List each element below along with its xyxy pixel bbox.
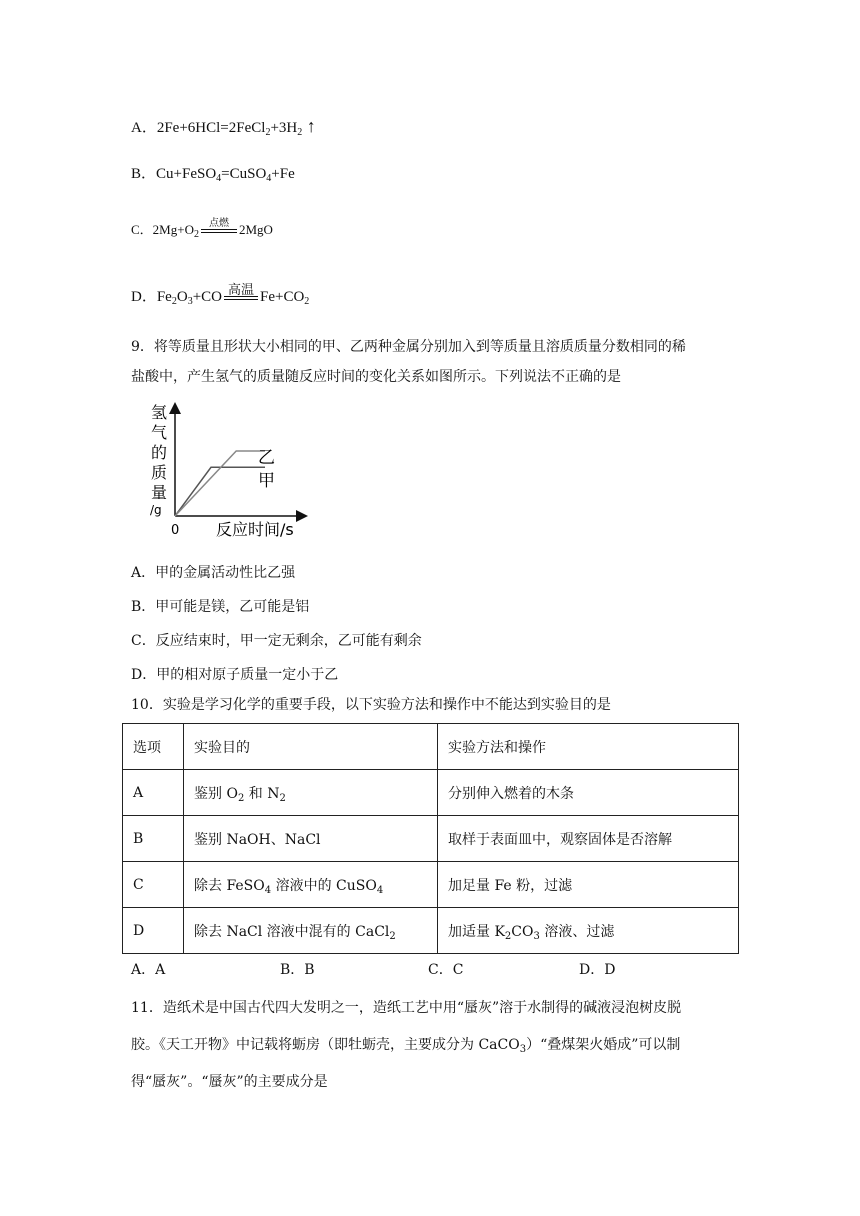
table-row xyxy=(123,862,739,908)
row-option: A xyxy=(123,770,184,816)
row-option: C xyxy=(123,862,184,908)
choice-10c: C．C xyxy=(428,962,464,978)
row-option: D xyxy=(123,908,184,954)
option-9c: C．反应结束时，甲一定无剩余，乙可能有剩余 xyxy=(131,633,422,649)
y-axis-char-5: 量 xyxy=(151,483,168,502)
row-method: 取样于表面皿中，观察固体是否溶解 xyxy=(438,816,739,862)
row-goal: 除去 NaCl 溶液中混有的 CaCl$_2$ xyxy=(184,908,438,954)
y-axis-char-2: 气 xyxy=(151,423,168,442)
row-goal: 除去 FeSO$_4$ 溶液中的 CuSO$_4$ xyxy=(184,862,438,908)
experiment-table xyxy=(122,723,739,954)
option-8a: A．$2Fe+6HCl=2FeCl_2+3H_2$ ↑ xyxy=(131,116,316,138)
row-method: 加适量 $K_2CO_3$ 溶液、过滤 xyxy=(438,908,739,954)
option-8c: C．$2Mg+O_2$ 点燃 2MgO xyxy=(131,218,273,240)
table-row xyxy=(123,816,739,862)
table-row xyxy=(123,908,739,954)
question-9-options xyxy=(131,556,741,692)
series-yi-line xyxy=(175,451,265,516)
row-method: 分别伸入燃着的木条 xyxy=(438,770,739,816)
table-row xyxy=(123,770,739,816)
row-method: 加足量 Fe 粉，过滤 xyxy=(438,862,739,908)
y-axis-unit: /g xyxy=(150,503,162,517)
series-jia-label: 甲 xyxy=(258,471,275,491)
chart-svg xyxy=(142,400,312,540)
row-option: B xyxy=(123,816,184,862)
header-method: 实验方法和操作 xyxy=(438,724,739,770)
series-jia-line xyxy=(175,467,265,516)
x-axis-label: 反应时间/s xyxy=(216,520,294,539)
option-9d: D．甲的相对原子质量一定小于乙 xyxy=(131,667,339,683)
header-goal: 实验目的 xyxy=(184,724,438,770)
row-goal: 鉴别 $O_2$ 和 $N_2$ xyxy=(184,770,438,816)
option-8d: D．$Fe_2O_3+CO$ 高温 $Fe+CO_2$ xyxy=(131,281,310,307)
series-yi-label: 乙 xyxy=(258,448,275,468)
header-option: 选项 xyxy=(123,724,184,770)
question-9-stem: 9．将等质量且形状大小相同的甲、乙两种金属分别加入到等质量且溶质质量分数相同的稀 盐酸中，产生氢气的质量随反应时间的变化关系如图所示。下列说法不正确的是 xyxy=(131,339,686,385)
hydrogen-mass-chart xyxy=(142,400,312,540)
choice-10d: D．D xyxy=(579,962,616,978)
table-header-row xyxy=(123,724,739,770)
question-11-stem: 11．造纸术是中国古代四大发明之一，造纸工艺中用“蜃灰”溶于水制得的碱液浸泡树皮脱 胶。《天工开物》中记载将蛎房（即牡蛎壳，主要成分为 CaCO$_3$）“叠煤架火婚成”可以制 得“蜃灰”。“蜃灰”的主要成分是 xyxy=(131,1000,682,1090)
y-axis-char-1: 氢 xyxy=(151,403,168,422)
option-9b: B．甲可能是镁，乙可能是铝 xyxy=(131,599,310,615)
y-axis-char-4: 质 xyxy=(151,463,168,482)
choice-10b: B．B xyxy=(280,962,315,978)
choice-10a: A．A xyxy=(131,962,166,978)
option-8b: B．Cu+FeSO$_4$=CuSO$_4$+Fe xyxy=(131,166,295,184)
origin-label: 0 xyxy=(171,523,180,538)
option-9a: A．甲的金属活动性比乙强 xyxy=(131,565,296,581)
question-10-stem: 10．实验是学习化学的重要手段，以下实验方法和操作中不能达到实验目的是 xyxy=(131,697,611,713)
y-axis-char-3: 的 xyxy=(151,443,168,462)
row-goal: 鉴别 NaOH、NaCl xyxy=(184,816,438,862)
